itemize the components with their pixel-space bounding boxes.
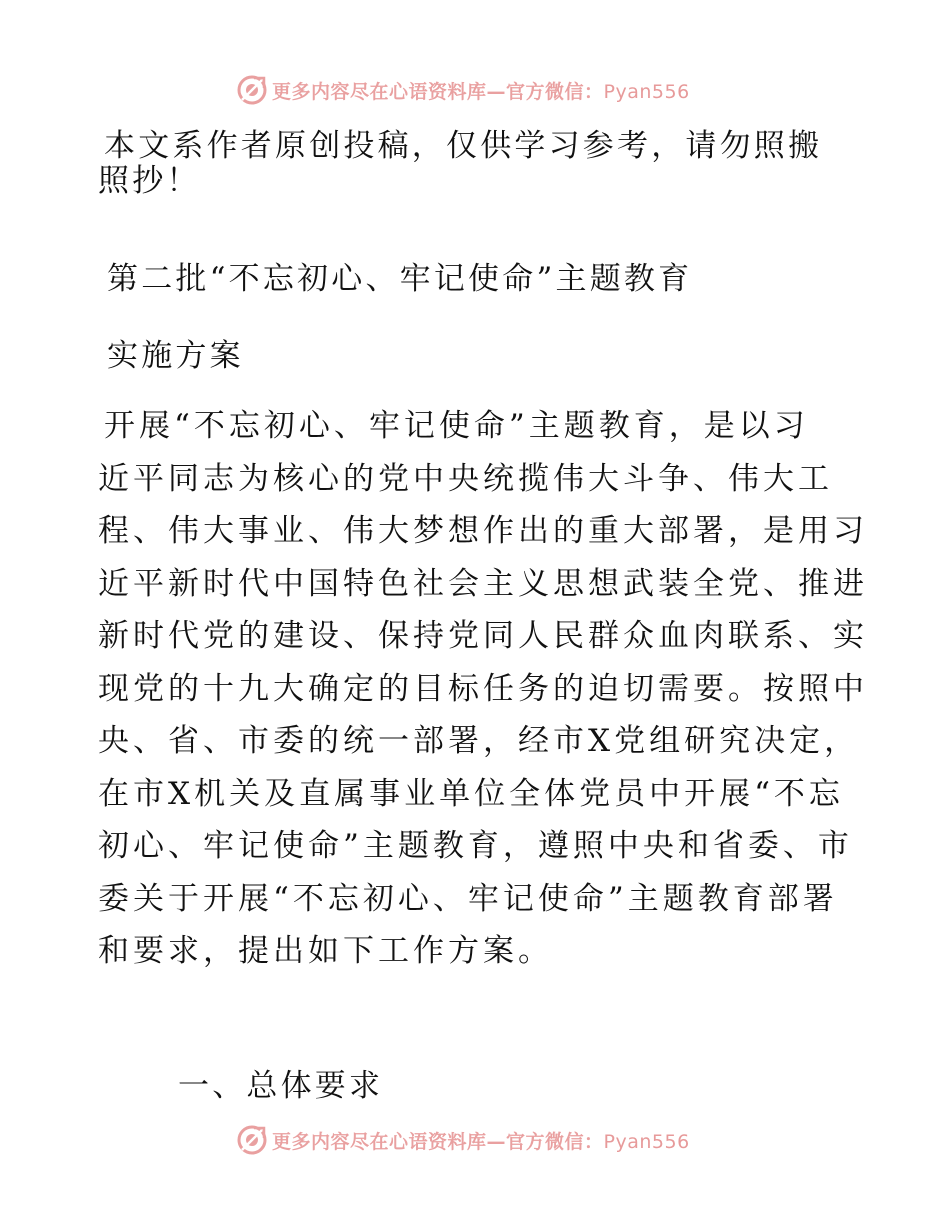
watermark-text [272,77,690,104]
body-line: 现党的十九大确定的目标任务的迫切需要。按照中 [98,670,868,707]
body-line: 近平同志为核心的党中央统揽伟大斗争、伟大工 [98,460,833,497]
body-line: 程、伟大事业、伟大梦想作出的重大部署，是用习 [98,513,868,549]
watermark-logo-icon [236,1124,268,1156]
body-line: 和要求，提出如下工作方案。 [98,933,553,969]
watermark-footer [236,1122,690,1158]
watermark-text [272,1127,690,1154]
body-line: 在市X机关及直属事业单位全体党员中开展“不忘 [98,775,844,812]
body-line: 初心、牢记使命”主题教育，遵照中央和省委、市 [98,828,853,864]
watermark-label: 更多内容尽在心语资料库—官方微信： [272,1130,604,1153]
document-title: 第二批“不忘初心、牢记使命”主题教育 [107,261,693,297]
body-line: 委关于开展“不忘初心、牢记使命”主题教育部署 [98,880,838,917]
body-line: 央、省、市委的统一部署，经市X党组研究决定， [98,723,860,759]
notice-line-1: 本文系作者原创投稿，仅供学习参考，请勿照搬 [104,128,823,164]
watermark-wechat-id: Pyan556 [603,1130,690,1153]
body-line: 近平新时代中国特色社会主义思想武装全党、推进 [98,565,868,602]
watermark-label: 更多内容尽在心语资料库—官方微信： [272,80,604,103]
body-line: 开展“不忘初心、牢记使命”主题教育，是以习 [104,408,809,444]
watermark-logo-icon [236,74,268,106]
body-paragraph [98,400,868,978]
section-heading: 一、总体要求 [178,1068,384,1104]
document-subtitle: 实施方案 [107,338,244,374]
notice-line-2: 照抄！ [98,163,201,199]
watermark-wechat-id: Pyan556 [603,80,690,103]
watermark-header [236,72,690,108]
body-line: 新时代党的建设、保持党同人民群众血肉联系、实 [98,618,868,654]
